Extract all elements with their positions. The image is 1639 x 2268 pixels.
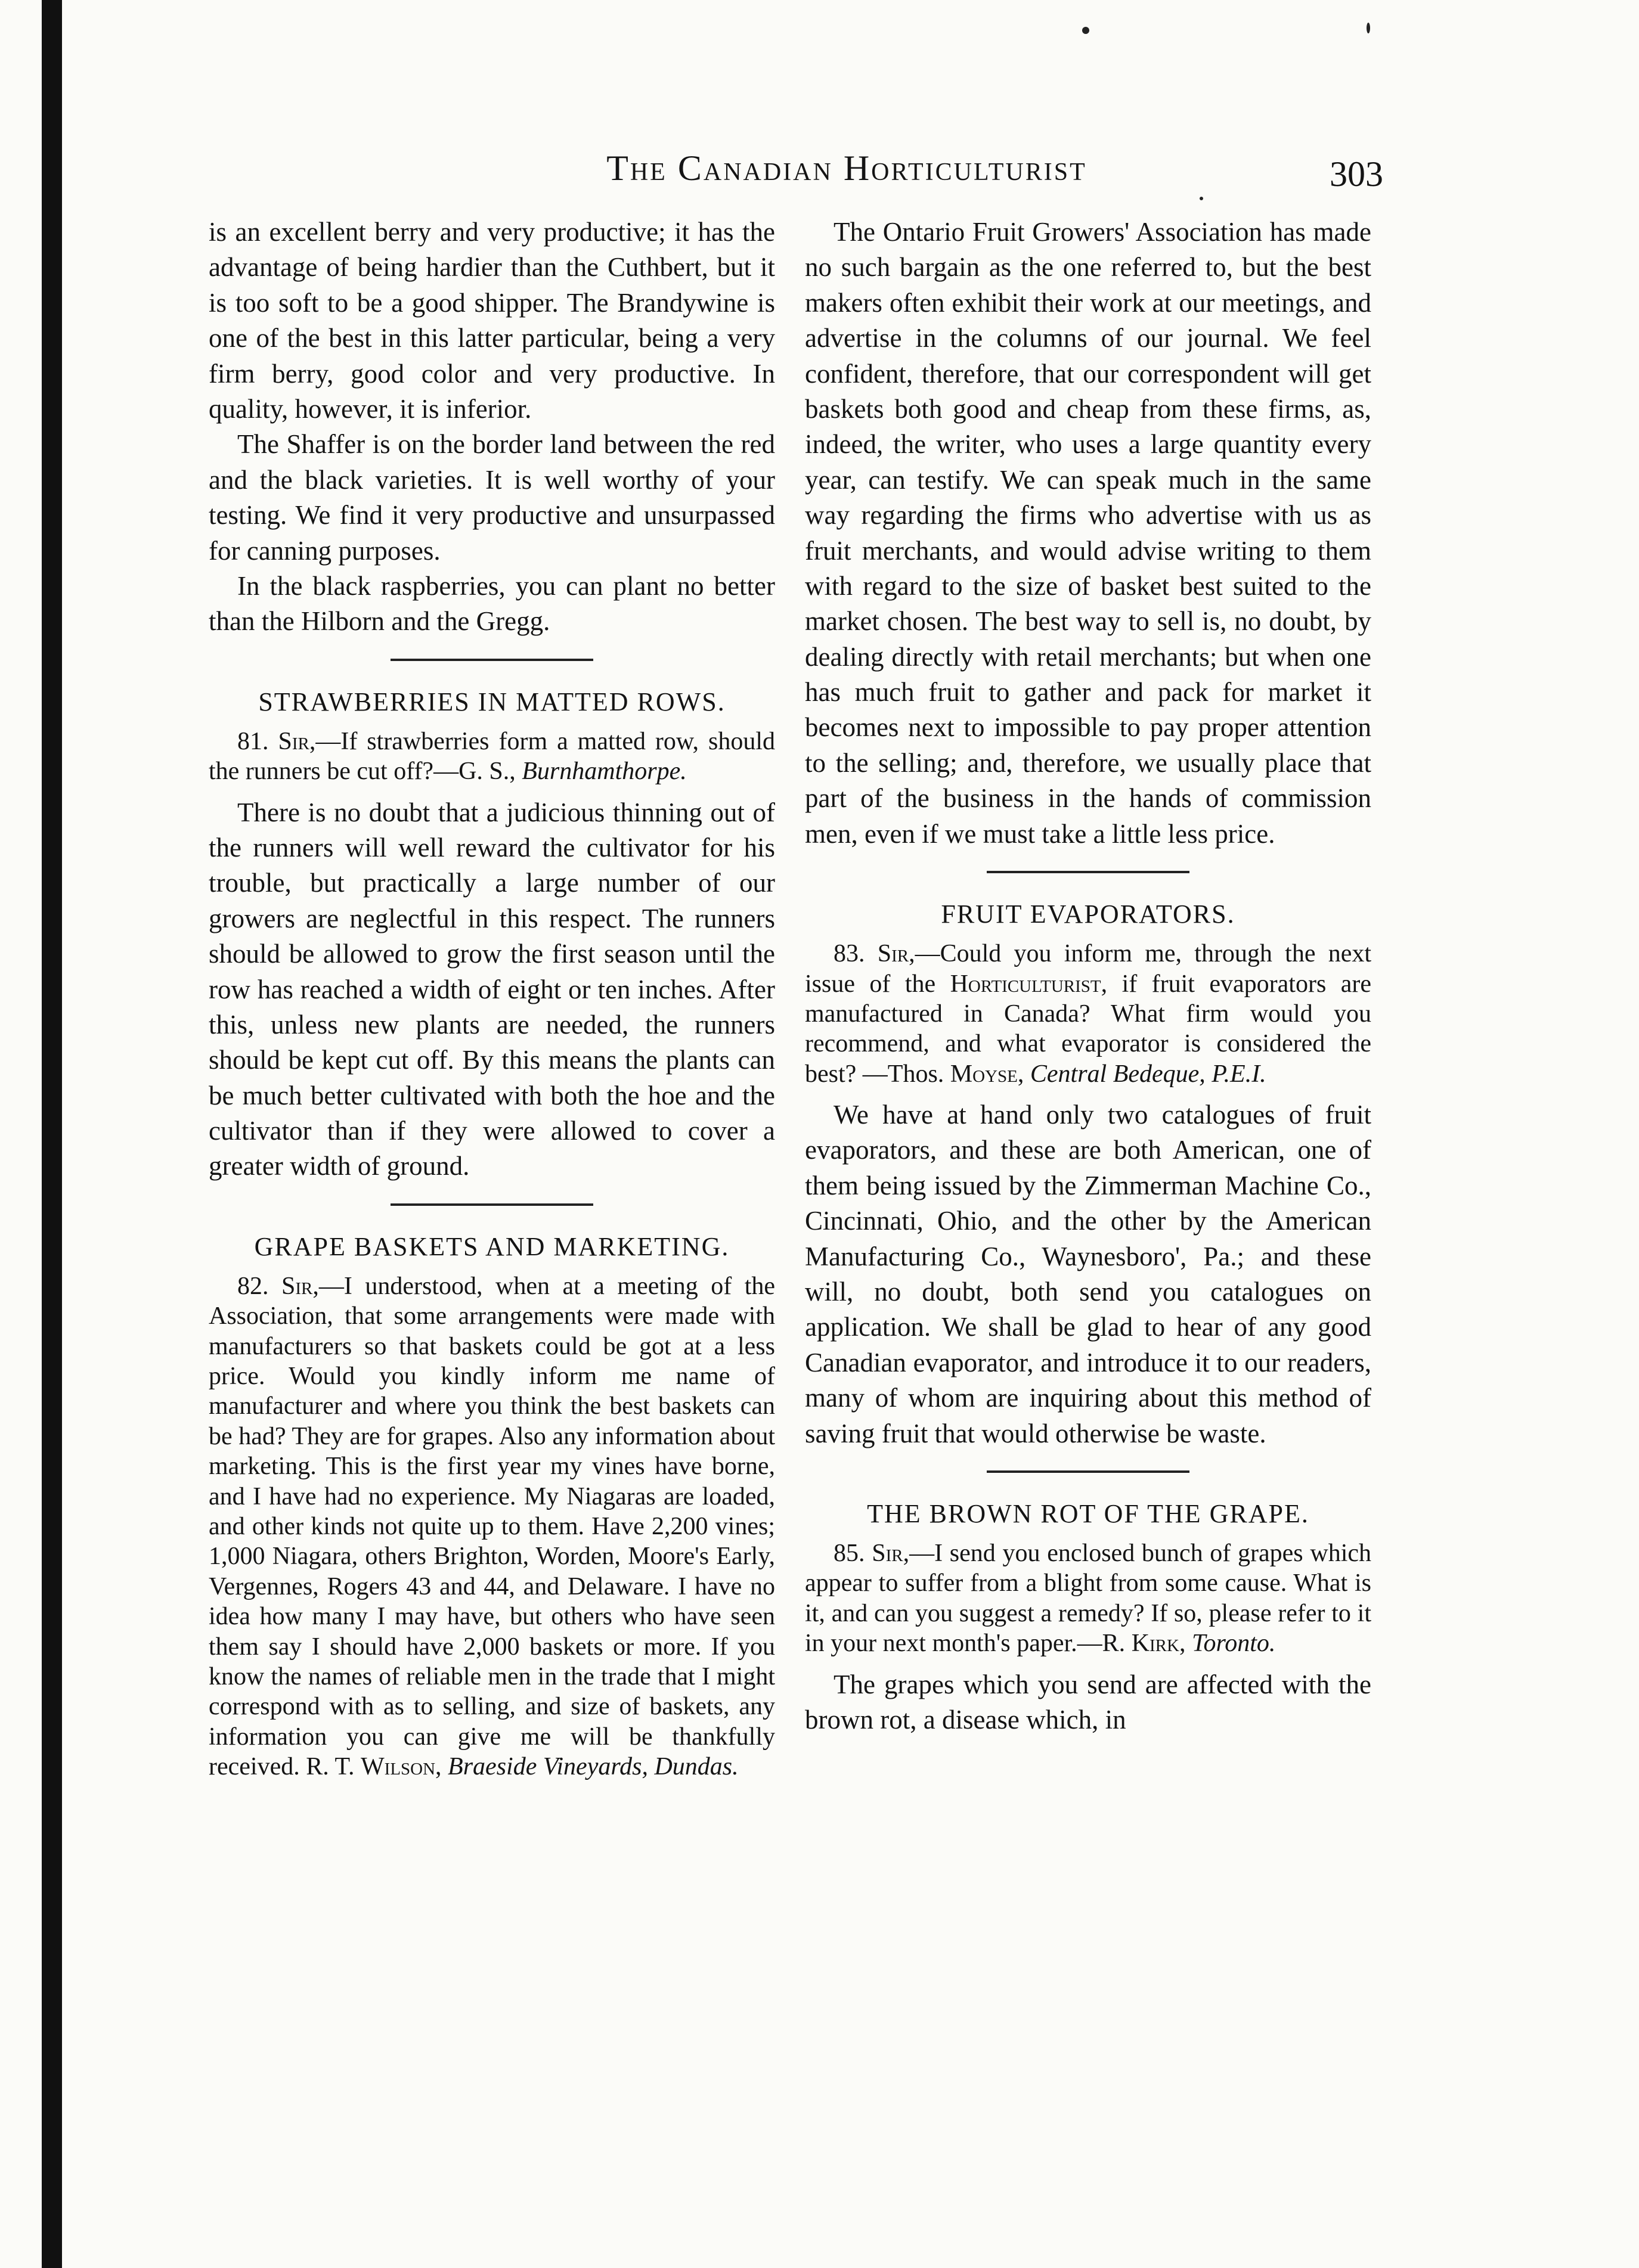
query-paragraph (805, 939, 1371, 1089)
query-place: Toronto. (1191, 1630, 1276, 1658)
query-salutation: Sir, (877, 940, 915, 968)
answer-paragraph: The grapes which you send are affected with the brown rot, a disease which, in (805, 1669, 1371, 1735)
query-author: Moyse, (950, 1060, 1024, 1088)
left-column (209, 215, 775, 1782)
paragraph: The Shaffer is on the border land between the red and the black varieties. It is well worthy of your testing. We find it very productive and unsurpassed for canning purposes. (209, 429, 775, 566)
answer-paragraph: We have at hand only two catalogues of fruit evaporators, and these are both American, one of them being issued by the Zimmerman Machine Co., Cincinnati, Ohio, and the other by the American Manufacturing Co., Waynesboro', Pa.; and these will, no doubt, both send you catalogues on application. We shall be glad to hear of any good Canadian evaporator, and introduce it to our readers, many of whom are inquiring about this method of saving fruit that would otherwise be waste. (805, 1100, 1371, 1448)
query-number: 83. (834, 940, 865, 968)
query-place: Central Bedeque, P.E.I. (1030, 1060, 1266, 1088)
page-number: 303 (1330, 154, 1383, 194)
query-salutation: Sir, (872, 1540, 910, 1568)
journal-name: Horticulturist, (950, 970, 1108, 998)
answer-paragraph: The Ontario Fruit Growers' Association has made no such bargain as the one referred to, but the best makers often exhibit their work at our meetings, and advertise in the columns of our journal. We feel confident, therefore, that our correspondent will get baskets both good and cheap from these firms, as, indeed, the writer, who uses a large quantity every year, can testify. We can speak much in the same way regarding the firms who advertise with us as fruit merchants, and would advise writing to them with regard to the size of basket best suited to the market chosen. The best way to sell is, no doubt, by dealing directly with retail merchants; but when one has much fruit to gather and pack for market it becomes next to impossible to pay proper attention to the selling; and, therefore, we usually place that part of the business in the hands of commission men, even if we must take a little less price. (805, 217, 1371, 849)
query-salutation: Sir, (281, 1272, 319, 1300)
scan-binding-edge (42, 0, 62, 2268)
query-author: Wilson, (361, 1753, 442, 1781)
query-place: Braeside Vineyards, Dundas. (448, 1753, 739, 1781)
section-heading: FRUIT EVAPORATORS. (941, 899, 1235, 929)
running-title: The Canadian Horticulturist (606, 148, 1087, 188)
section-divider (987, 871, 1189, 873)
section-heading: STRAWBERRIES IN MATTED ROWS. (258, 687, 726, 716)
section-divider (987, 1470, 1189, 1473)
query-author: Kirk, (1131, 1630, 1186, 1658)
query-paragraph (209, 727, 775, 787)
paragraph: is an excellent berry and very productive; it has the advantage of being hardier than the Cuthbert, but it is too soft to be a good shipper. The Brandywine is one of the best in this latter particular, being a very firm berry, good color and very productive. In quality, however, it is inferior. (209, 217, 775, 424)
query-place: Burnhamthorpe. (522, 758, 687, 786)
query-text: —I understood, when at a meeting of the Association, that some arrangements were made with manufacturers so that baskets could be got at a less price. Would you kindly inform me name of manufacturer and where you think the best baskets can be had? They are for grapes. Also any information about marketing. This is the first year my vines have borne, and I have had no experience. My Niagaras are loaded, and other kinds not quite up to them. Have 2,200 vines; 1,000 Niagara, others Brighton, Worden, Moore's Early, Vergennes, Rogers 43 and 44, and Delaware. I have no idea how many I may have, but others who have seen them say I should have 2,000 baskets or more. If you know the names of reliable men in the trade that I might correspond with as to selling, and size of baskets, any information you can give me will be thankfully received. R. T. (209, 1272, 775, 1781)
answer-paragraph: There is no doubt that a judicious thinning out of the runners will well reward the cultivator for his trouble, but practically a large number of our growers are neglectful in this respect. The runners should be allowed to grow the first season until the row has reached a width of eight or ten inches. After this, unless new plants are needed, the runners should be kept cut off. By this means the plants can be much better cultivated with both the hoe and the cultivator than if they were allowed to cover a greater width of ground. (209, 797, 775, 1181)
section-heading: GRAPE BASKETS AND MARKETING. (254, 1231, 730, 1261)
scan-speck (1200, 197, 1203, 200)
right-column (805, 215, 1371, 1738)
query-text: —I send you enclosed bunch of grapes which appear to suffer from a blight from some cause. What is it, and can you suggest a remedy? If so, please refer to it in your next month's paper.—R. (805, 1540, 1372, 1658)
query-text: —Could you inform me, through the next issue of the (805, 940, 1371, 998)
query-salutation: Sir, (278, 727, 316, 755)
running-head (0, 142, 1639, 196)
query-number: 85. (834, 1540, 865, 1568)
query-paragraph (209, 1271, 775, 1782)
section-heading: THE BROWN ROT OF THE GRAPE. (867, 1498, 1309, 1528)
query-text: —If strawberries form a matted row, should the runners be cut off?—G. S., (209, 727, 775, 786)
scan-speck (1082, 27, 1089, 34)
section-divider (391, 659, 593, 661)
query-text: if fruit evaporators are manufactured in Canada? What firm would you recommend, and what evaporator is considered the best? —Thos. (805, 970, 1371, 1088)
query-paragraph (805, 1538, 1371, 1659)
section-divider (391, 1203, 593, 1206)
paragraph: In the black raspberries, you can plant no better than the Hilborn and the Gregg. (209, 570, 775, 637)
query-number: 81. (237, 727, 269, 755)
query-number: 82. (237, 1272, 269, 1300)
scan-speck (1367, 23, 1370, 33)
